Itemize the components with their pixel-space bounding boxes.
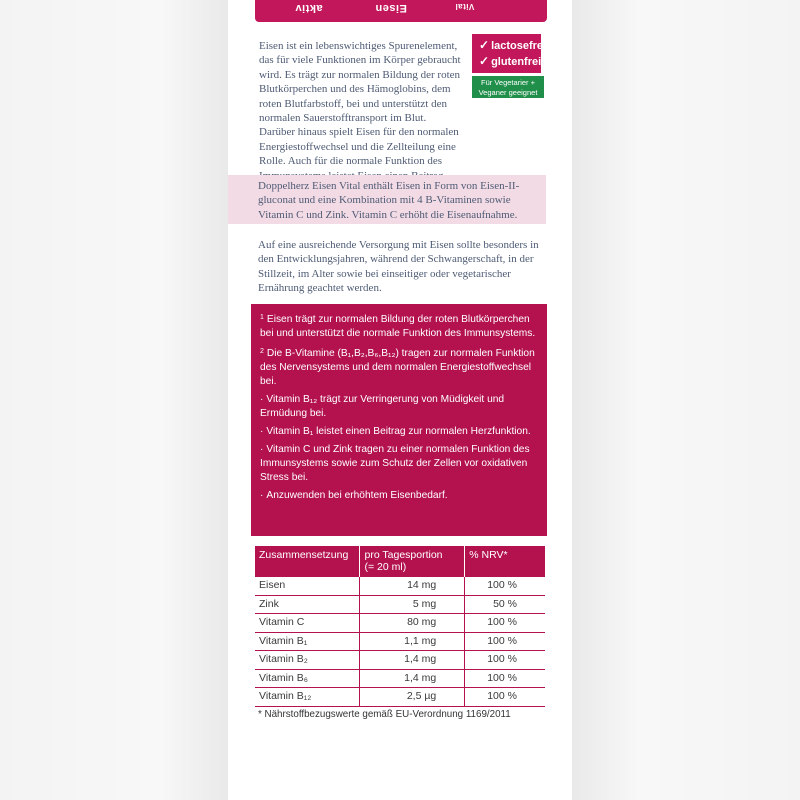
nutrition-table [255,546,545,707]
nutrient-name: Vitamin C [255,614,360,633]
header-per-day-line-2: (= 20 ml) [364,561,407,573]
nutrient-amount: 1,1 mg [360,632,465,651]
package-back-panel [228,0,572,800]
top-flap [255,0,547,22]
flap-text-3: Vital [455,2,475,11]
check-icon: ✓ [479,38,490,52]
nutrient-amount: 14 mg [360,577,465,595]
claim-text: Vitamin C und Zink tragen zu einer normalen Funktion des Immunsystems sowie zum Schutz der Zellen vor oxidativen Stress bei. [260,444,530,483]
nutrient-amount: 1,4 mg [360,651,465,670]
gluten-free-line [479,54,541,70]
box-side-right [572,0,800,800]
nutrient-amount: 1,4 mg [360,669,465,688]
table-row [255,651,545,670]
table-row [255,632,545,651]
nutrient-name: Eisen [255,577,360,595]
highlight-paragraph: Doppelherz Eisen Vital enthält Eisen in Form von Eisen-II-gluconat und eine Kombination mit 4 B-Vitaminen sowie Vitamin C und Zink. Vitamin C erhöht die Eisenaufnahme. [228,175,546,224]
vegan-badge-line-1: Für Vegetarier + [481,78,535,87]
nutrient-nrv: 100 % [465,632,545,651]
claim-text: Die B-Vitamine (B₁,B₂,B₆,B₁₂) tragen zur normalen Funktion des Nervensystems und dem normalen Energiestoffwechsel bei. [260,348,535,387]
bullet-icon: · [260,426,264,437]
gluten-free-label: glutenfrei [491,56,542,68]
claim-text: Vitamin B₁ leistet einen Beitrag zur normalen Herzfunktion. [266,426,531,437]
flap-text-2: Eisen [375,2,407,14]
bullet-icon: · [260,394,264,405]
table-row [255,614,545,633]
health-claims-box [251,304,547,536]
claim-marker: 2 [260,348,264,355]
lactose-free-line [479,38,547,54]
bullet-icon: · [260,490,264,501]
claim-item [260,443,541,485]
claim-item [260,425,541,439]
claim-item [260,489,541,503]
nutrient-name: Vitamin B₆ [255,669,360,688]
nutrient-name: Vitamin B₂ [255,651,360,670]
supply-paragraph: Auf eine ausreichende Versorgung mit Eisen sollte besonders in den Entwicklungsjahren, während der Schwangerschaft, in der Stillzeit, im Alter sowie bei einseitiger oder vegetarischer Ernährung geachtet werden. [258,239,539,295]
intro-paragraph: Eisen ist ein lebenswichtiges Spurenelement, das für viele Funktionen im Körper gebraucht wird. Es trägt zur normalen Bildung der roten Blutkörperchen und des Hämoglobins, dem roten Blutfarbstoff, bei und unterstützt den normalen Sauerstofftransport im Blut. Darüber hinaus spielt Eisen für den normalen Energiestoffwechsel und die Zellteilung eine Rolle. Auch für die normale Funktion des [259,40,461,168]
nutrient-name: Zink [255,595,360,614]
claim-text: Eisen trägt zur normalen Bildung der roten Blutkörperchen bei und unterstützt die normale Funktion des Immunsystems. [260,314,536,339]
header-per-day [360,546,465,577]
flap-text-1: aktiv [295,2,323,14]
vegan-badge-line-2: Veganer geeignet [478,87,538,97]
nutrient-nrv: 100 % [465,577,545,595]
nutrient-nrv: 100 % [465,688,545,707]
header-per-day-line-1: pro Tagesportion [364,549,443,561]
check-icon: ✓ [479,54,490,68]
claim-marker: 1 [260,314,264,321]
footnote: * Nährstoffbezugswerte gemäß EU-Verordnung 1169/2011 [258,709,511,720]
table-header-row [255,546,545,577]
claim-item [260,345,541,389]
vegan-badge [472,76,544,98]
nutrient-amount: 5 mg [360,595,465,614]
claim-text: Anzuwenden bei erhöhtem Eisenbedarf. [266,490,448,501]
free-from-badge [472,34,547,73]
box-side-left [0,0,228,800]
table-row [255,669,545,688]
nutrient-nrv: 100 % [465,669,545,688]
nutrient-amount: 80 mg [360,614,465,633]
bullet-icon: · [260,444,264,455]
claim-item [260,393,541,421]
nutrient-amount: 2,5 µg [360,688,465,707]
claim-item [260,311,541,341]
nutrient-nrv: 100 % [465,651,545,670]
header-nrv: % NRV* [465,546,545,577]
table-row [255,688,545,707]
lactose-free-label: lactosefrei [491,40,547,52]
nutrient-name: Vitamin B₁ [255,632,360,651]
header-composition: Zusammensetzung [255,546,360,577]
nutrient-name: Vitamin B₁₂ [255,688,360,707]
claim-text: Vitamin B₁₂ trägt zur Verringerung von Müdigkeit und Ermüdung bei. [260,394,505,419]
table-row [255,595,545,614]
table-row [255,577,545,595]
nutrient-nrv: 50 % [465,595,545,614]
nutrient-nrv: 100 % [465,614,545,633]
